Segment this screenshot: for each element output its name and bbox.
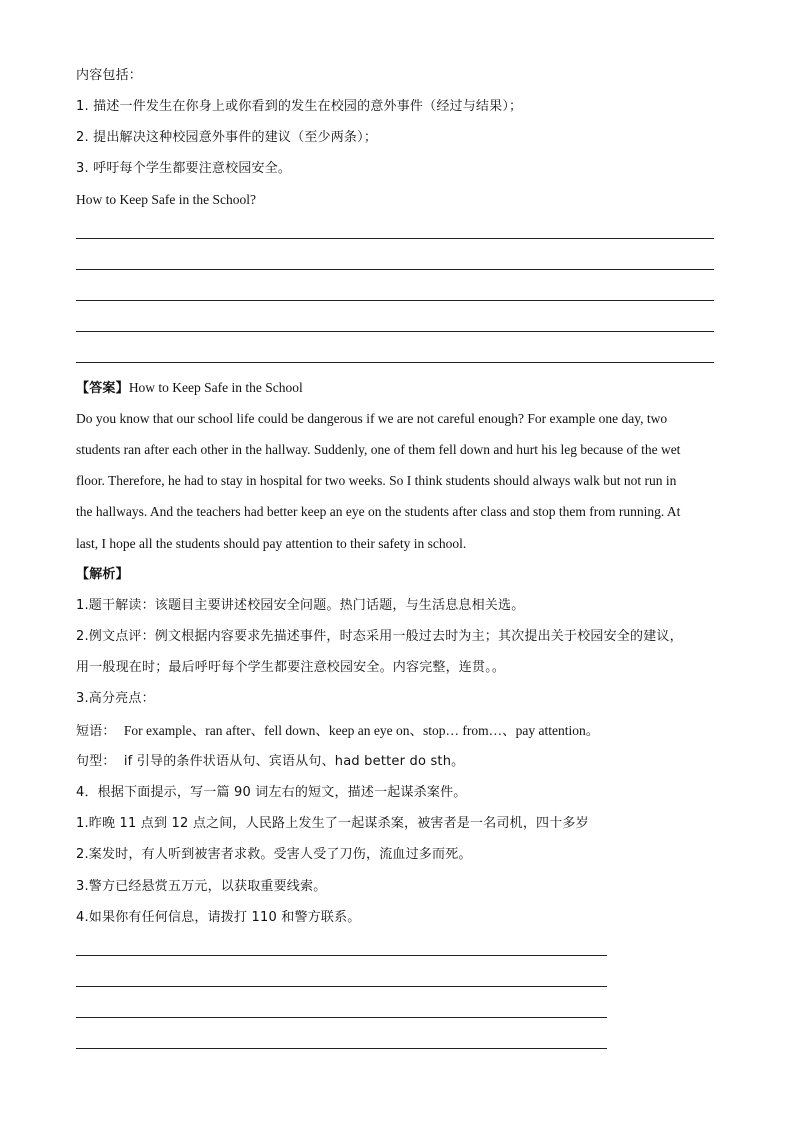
writing-line [76, 1017, 607, 1018]
patterns-text: if 引导的条件状语从句、宾语从句、had better do sth。 [123, 754, 465, 769]
question4-item-1: 1.昨晚 11 点到 12 点之间，人民路上发生了一起谋杀案，被害者是一名司机，四十多岁 [76, 816, 589, 831]
answer-heading [76, 379, 303, 398]
writing-line [76, 955, 607, 956]
analysis-line-2: 2.例文点评：例文根据内容要求先描述事件，时态采用一般过去时为主；其次提出关于校园安全的建议， [76, 629, 683, 644]
phrases-text: For example、ran after、fell down、keep an eye on、stop… from…、pay attention。 [123, 723, 600, 738]
answer-label: 【答案】 [76, 381, 129, 396]
question4-item-4: 4.如果你有任何信息，请拨打 110 和警方联系。 [76, 910, 361, 925]
prompt-item-1: 1. 描述一件发生在你身上或你看到的发生在校园的意外事件（经过与结果）； [76, 99, 523, 114]
analysis-line-4: 3.高分亮点： [76, 691, 155, 706]
answer-line-5: last, I hope all the students should pay attention to their safety in school. [76, 536, 467, 551]
writing-line [76, 1048, 607, 1049]
answer-line-1: Do you know that our school life could be dangerous if we are not careful enough? For example one day, two [76, 411, 668, 426]
patterns-label: 句型： [76, 754, 116, 769]
analysis-patterns [76, 753, 464, 771]
question4-stem: 4．根据下面提示，写一篇 90 词左右的短文，描述一起谋杀案件。 [76, 785, 467, 800]
question4-item-2: 2.案发时，有人听到被害者求救。受害人受了刀伤，流血过多而死。 [76, 847, 472, 862]
analysis-phrases [76, 722, 599, 741]
prompt-title: How to Keep Safe in the School? [76, 192, 256, 207]
writing-line [76, 362, 714, 363]
prompt-heading: 内容包括： [76, 68, 143, 83]
phrases-label: 短语： [76, 724, 116, 739]
answer-line-2: students ran after each other in the hallway. Suddenly, one of them fell down and hurt his leg because of the wet [76, 442, 681, 457]
analysis-line-3: 用一般现在时；最后呼吁每个学生都要注意校园安全。内容完整，连贯。。 [76, 660, 506, 675]
analysis-label: 【解析】 [76, 567, 129, 582]
analysis-line-1: 1.题干解读：该题目主要讲述校园安全问题。热门话题，与生活息息相关选。 [76, 598, 525, 613]
answer-title: How to Keep Safe in the School [128, 380, 303, 395]
prompt-item-3: 3. 呼吁每个学生都要注意校园安全。 [76, 161, 292, 176]
writing-line [76, 986, 607, 987]
writing-line [76, 238, 714, 239]
question4-item-3: 3.警方已经悬赏五万元，以获取重要线索。 [76, 879, 327, 894]
writing-line [76, 269, 714, 270]
writing-line [76, 331, 714, 332]
writing-line [76, 300, 714, 301]
answer-line-4: the hallways. And the teachers had better keep an eye on the students after class and stop them from running. At [76, 504, 681, 519]
prompt-item-2: 2. 提出解决这种校园意外事件的建议（至少两条）； [76, 130, 378, 145]
answer-line-3: floor. Therefore, he had to stay in hospital for two weeks. So I think students should always walk but not run in [76, 473, 677, 488]
